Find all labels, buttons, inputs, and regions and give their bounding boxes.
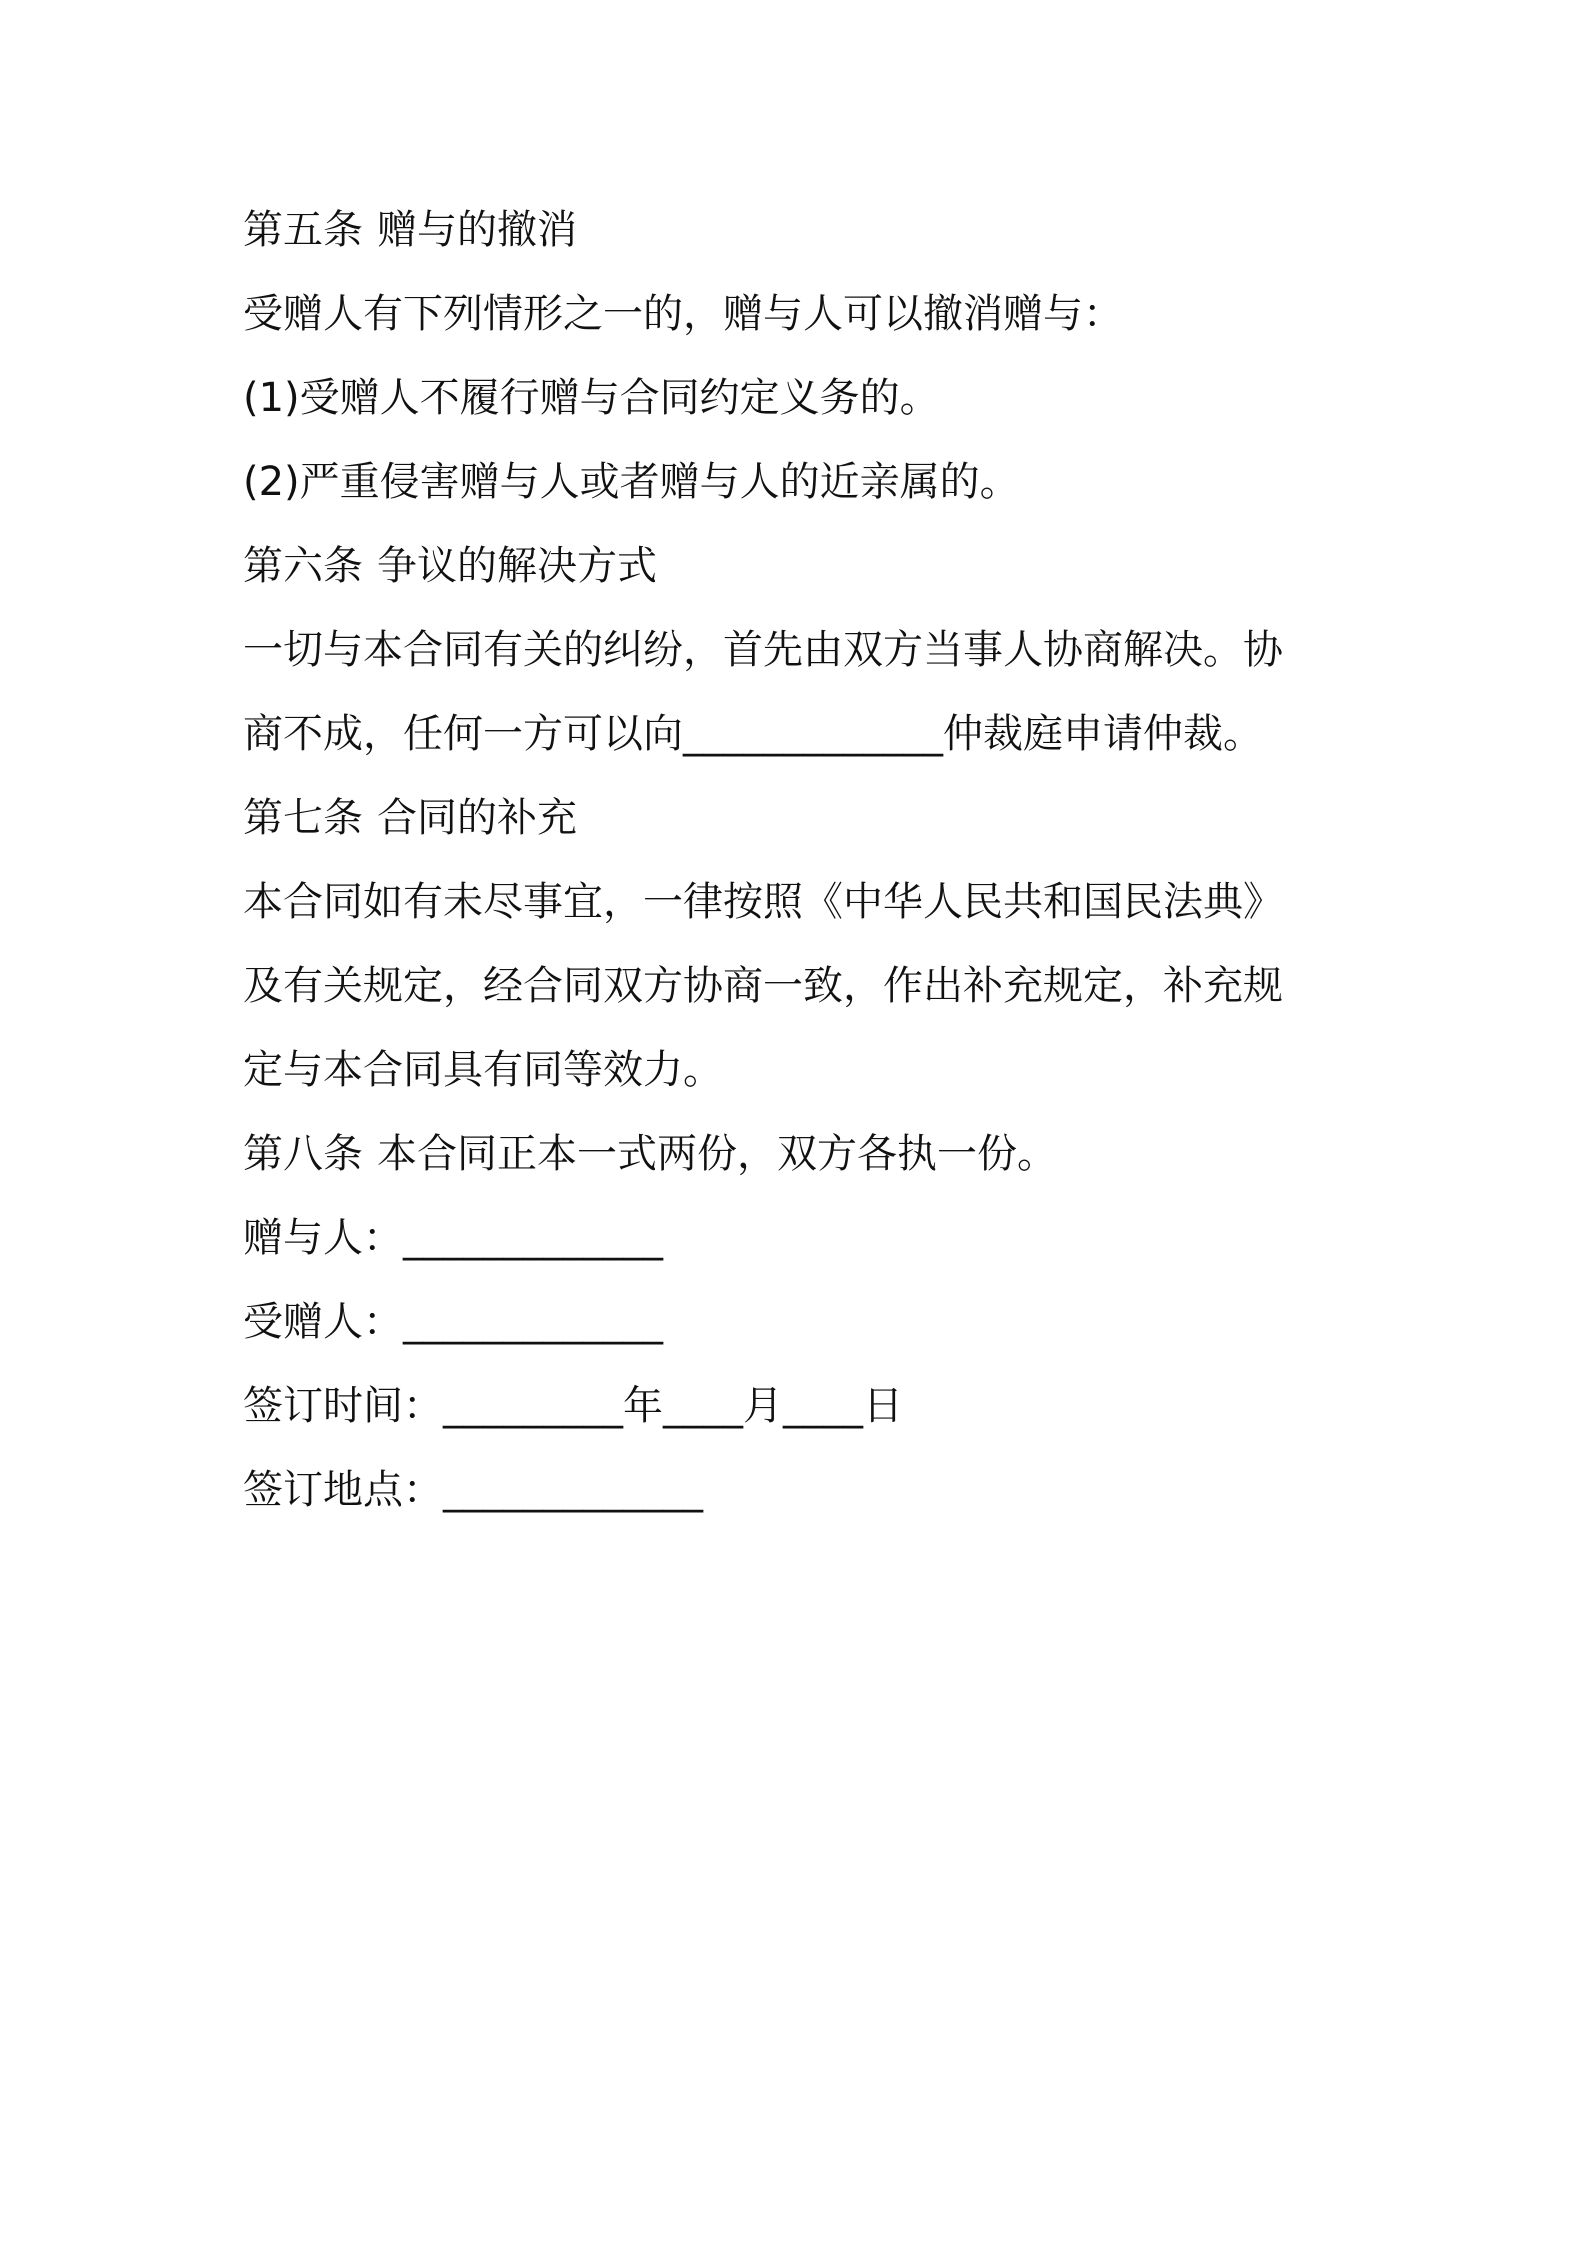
article7-line-2: 及有关规定，经合同双方协商一致，作出补充规定，补充规 (243, 963, 1283, 1009)
contract-body (243, 188, 1373, 1532)
signing-date-line: 签订时间：_________年____月____日 (243, 1383, 903, 1429)
article5-intro: 受赠人有下列情形之一的，赠与人可以撤消赠与： (243, 291, 1123, 337)
article5-item-1: (1)受赠人不履行赠与合同约定义务的。 (243, 375, 940, 421)
article6-number: 第六条 (243, 543, 363, 589)
article7-line-1: 本合同如有未尽事宜，一律按照《中华人民共和国民法典》 (243, 879, 1283, 925)
article7-line-3: 定与本合同具有同等效力。 (243, 1047, 723, 1093)
article5-title: 赠与的撤消 (377, 207, 577, 253)
article6-heading (243, 524, 1373, 608)
article5-number: 第五条 (243, 207, 363, 253)
donee-signature-line: 受赠人：_____________ (243, 1299, 663, 1345)
donor-signature-line: 赠与人：_____________ (243, 1215, 663, 1261)
signing-place-line: 签订地点：_____________ (243, 1467, 703, 1513)
article6-line-1: 一切与本合同有关的纠纷，首先由双方当事人协商解决。协 (243, 627, 1283, 673)
article8-line (243, 1112, 1373, 1196)
article5-heading (243, 188, 1373, 272)
article5-item-2: (2)严重侵害赠与人或者赠与人的近亲属的。 (243, 459, 1020, 505)
article6-line-2: 商不成，任何一方可以向_____________仲裁庭申请仲裁。 (243, 711, 1263, 757)
article6-title: 争议的解决方式 (377, 543, 657, 589)
article8-text: 本合同正本一式两份，双方各执一份。 (377, 1131, 1057, 1177)
article7-heading (243, 776, 1373, 860)
article7-number: 第七条 (243, 795, 363, 841)
article7-title: 合同的补充 (377, 795, 577, 841)
article8-number: 第八条 (243, 1131, 363, 1177)
